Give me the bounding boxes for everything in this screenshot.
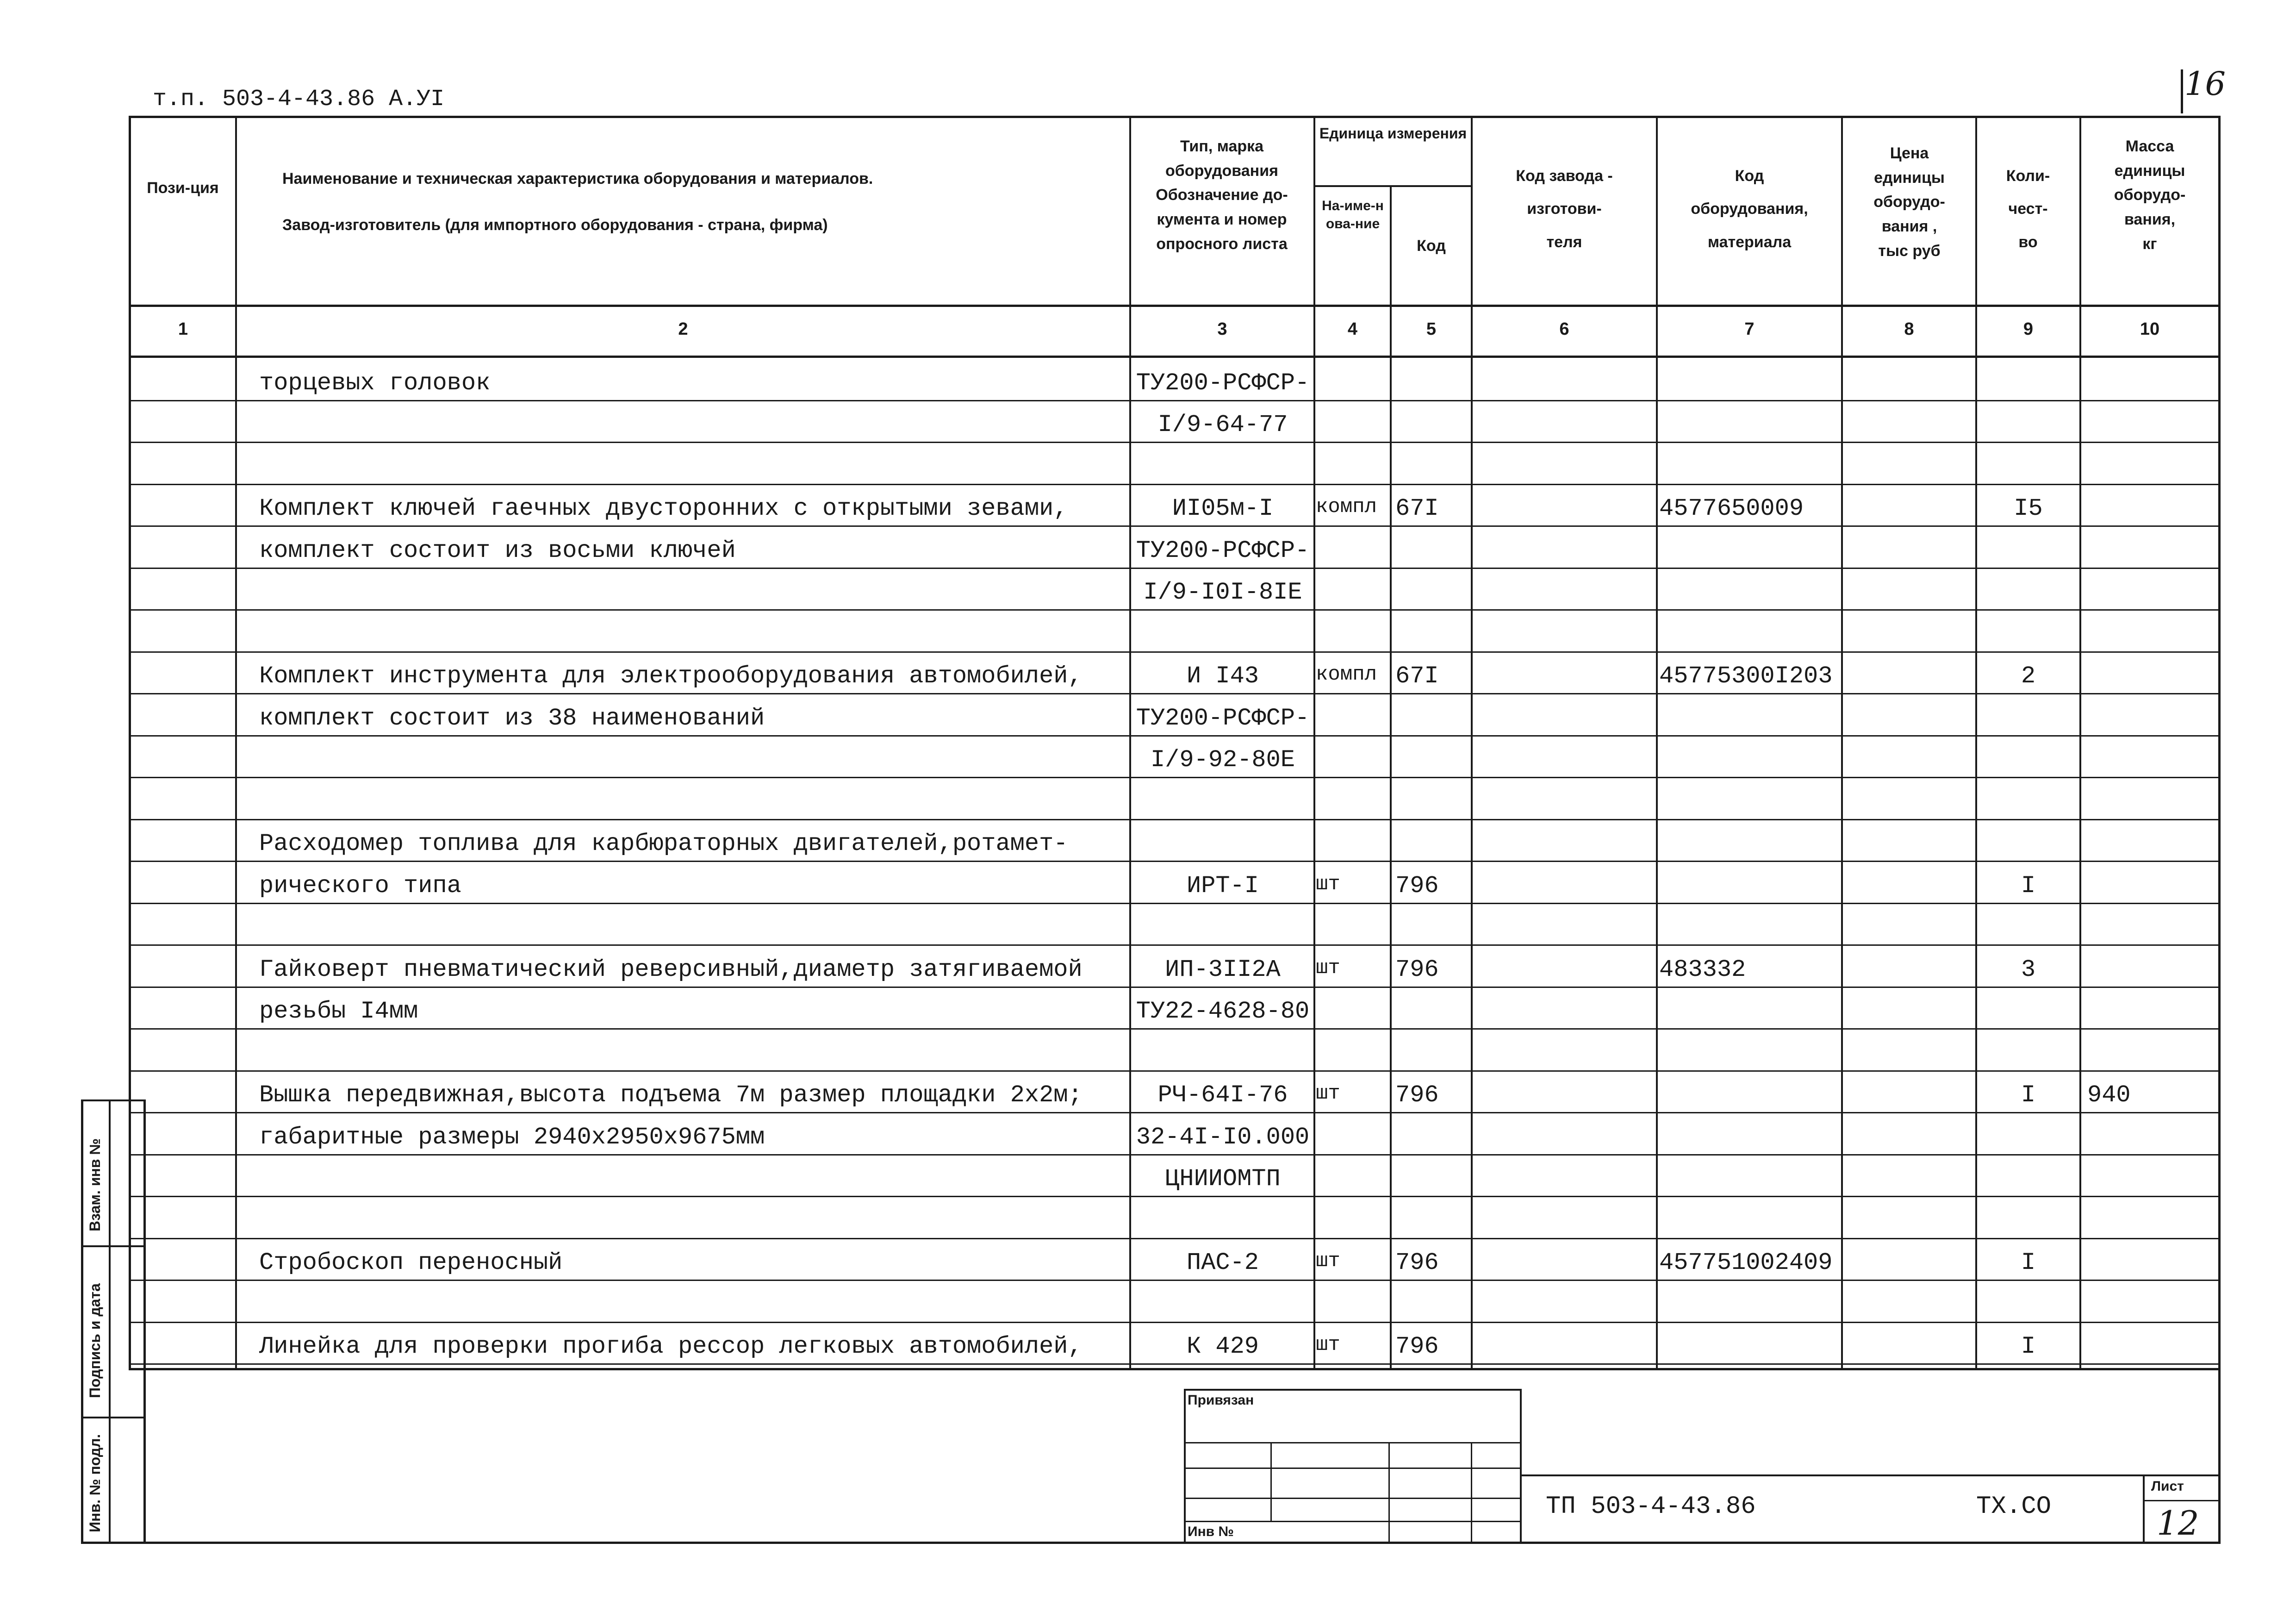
row-type: И I43 — [1186, 662, 1259, 690]
header-position: Пози-ция — [147, 179, 219, 197]
row-quantity: I5 — [2014, 495, 2043, 522]
column-number-5: 5 — [1426, 319, 1437, 339]
row-divider — [131, 1322, 2218, 1323]
row-unit-code: 796 — [1395, 1249, 1439, 1276]
title-doc-code: ТП 503-4-43.86 — [1546, 1493, 1756, 1521]
row-divider — [131, 1238, 2218, 1239]
row-name: Гайковерт пневматический реверсивный,диаметр затягиваемой — [259, 956, 1083, 983]
row-type: ИП-3II2А — [1165, 956, 1281, 983]
row-divider — [131, 1028, 2218, 1030]
row-quantity: I — [2021, 872, 2036, 899]
row-unit: шт — [1316, 1249, 1340, 1273]
row-divider — [131, 484, 2218, 485]
row-divider — [131, 568, 2218, 569]
row-name: Линейка для проверки прогиба рессор легковых автомобилей, — [259, 1333, 1083, 1360]
header-maker-code: Код завода - изготови- теля — [1516, 167, 1613, 251]
stamp-original-inv: Инв. № подл. — [87, 1434, 103, 1532]
header-price: Цена единицы оборудо- вания , тыс руб — [1873, 144, 1945, 260]
row-divider — [131, 819, 2218, 820]
row-divider — [131, 903, 2218, 904]
row-type: К 429 — [1186, 1333, 1259, 1360]
row-unit: компл — [1316, 495, 1377, 518]
row-name: Вышка передвижная,высота подъема 7м размер площадки 2х2м; — [259, 1081, 1083, 1109]
header-mass: Масса единицы оборудо- вания, кг — [2114, 137, 2186, 253]
column-number-10: 10 — [2140, 319, 2160, 339]
title-privyazan: Привязан — [1188, 1393, 1254, 1408]
row-divider — [131, 861, 2218, 862]
column-number-3: 3 — [1217, 319, 1227, 339]
row-unit-code: 796 — [1395, 956, 1439, 983]
title-sheet-label: Лист — [2151, 1479, 2184, 1494]
row-divider — [131, 1363, 2218, 1365]
stamp-signature-date: Подпись и дата — [87, 1283, 103, 1398]
row-name: комплект состоит из 38 наименований — [259, 705, 765, 732]
header-unit-code: Код — [1417, 237, 1446, 255]
row-unit: шт — [1316, 956, 1340, 980]
row-name: резьбы I4мм — [259, 998, 418, 1025]
column-number-6: 6 — [1559, 319, 1569, 339]
header-unit-group: Единица измерения — [1319, 125, 1467, 142]
row-type: ТУ22-4628-80 — [1136, 998, 1310, 1025]
row-quantity: 2 — [2021, 662, 2036, 690]
row-unit-code: 796 — [1395, 1081, 1439, 1109]
row-quantity: I — [2021, 1333, 2036, 1360]
row-name: Комплект инструмента для электрооборудования автомобилей, — [259, 662, 1083, 690]
row-unit: шт — [1316, 1333, 1340, 1356]
row-divider — [131, 944, 2218, 946]
header-name-line1: Наименование и техническая характеристика оборудования и материалов. — [282, 170, 873, 187]
row-name: Стробоскоп переносный — [259, 1249, 563, 1276]
header-type: Тип, марка оборудования Обозначение до- кумента и номер опросного листа — [1156, 137, 1288, 253]
row-unit-code: 796 — [1395, 1333, 1439, 1360]
title-inv-no: Инв № — [1188, 1524, 1234, 1539]
row-unit: шт — [1316, 1082, 1340, 1105]
row-unit-code: 67I — [1395, 662, 1439, 690]
row-divider — [131, 1070, 2218, 1072]
title-sheet-number: 12 — [2157, 1504, 2199, 1543]
row-type: ТУ200-РСФСР- — [1136, 537, 1310, 564]
row-divider — [131, 777, 2218, 778]
row-name: габаритные размеры 2940х2950х9675мм — [259, 1124, 765, 1151]
row-quantity: 3 — [2021, 956, 2036, 983]
row-equipment-code: 45775300I203 — [1659, 662, 1833, 690]
row-type: ЦНИИОМТП — [1165, 1165, 1281, 1193]
row-type: I/9-92-80Е — [1150, 746, 1295, 774]
column-number-4: 4 — [1347, 319, 1358, 339]
column-number-2: 2 — [678, 319, 688, 339]
header-equipment-code: Код оборудования, материала — [1691, 167, 1808, 251]
row-divider — [131, 1154, 2218, 1156]
row-equipment-code: 457751002409 — [1659, 1249, 1833, 1276]
row-divider — [131, 1112, 2218, 1113]
column-number-8: 8 — [1904, 319, 1914, 339]
row-unit: шт — [1316, 873, 1340, 896]
row-type: ПАС-2 — [1186, 1249, 1259, 1276]
row-unit: компл — [1316, 663, 1377, 686]
column-number-9: 9 — [2023, 319, 2034, 339]
row-type: ТУ200-РСФСР- — [1136, 369, 1310, 397]
title-mark: ТХ.СО — [1976, 1493, 2052, 1521]
row-mass: 940 — [2087, 1081, 2131, 1109]
handwritten-page-number: 16 — [2184, 65, 2226, 103]
row-name: Расходомер топлива для карбюраторных двигателей,ротамет- — [259, 830, 1068, 857]
row-divider — [131, 525, 2218, 527]
row-type: I/9-I0I-8IЕ — [1143, 579, 1302, 606]
row-type: ИI05м-I — [1172, 495, 1274, 522]
header-name-line2: Завод-изготовитель (для импортного оборудования - страна, фирма) — [282, 216, 828, 234]
document-reference: т.п. 503-4-43.86 А.УI — [153, 86, 445, 112]
header-unit-name: На-име-нова-ние — [1322, 198, 1384, 231]
stamp-replacement-inv: Взам. инв № — [87, 1138, 103, 1231]
row-name: торцевых головок — [259, 369, 491, 397]
row-type: ИРТ-I — [1186, 872, 1259, 899]
row-quantity: I — [2021, 1081, 2036, 1109]
row-type: ТУ200-РСФСР- — [1136, 705, 1310, 732]
row-quantity: I — [2021, 1249, 2036, 1276]
row-equipment-code: 4577650009 — [1659, 495, 1804, 522]
row-unit-code: 67I — [1395, 495, 1439, 522]
header-quantity: Коли- чест- во — [2006, 167, 2050, 251]
row-divider — [131, 651, 2218, 653]
row-divider — [131, 735, 2218, 737]
row-name: рического типа — [259, 872, 461, 899]
column-number-7: 7 — [1744, 319, 1755, 339]
row-divider — [131, 693, 2218, 694]
row-name: комплект состоит из восьми ключей — [259, 537, 736, 564]
row-divider — [131, 1196, 2218, 1197]
column-number-1: 1 — [178, 319, 188, 339]
row-divider — [131, 987, 2218, 988]
row-divider — [131, 400, 2218, 401]
row-unit-code: 796 — [1395, 872, 1439, 899]
row-type: 32-4I-I0.000 — [1136, 1124, 1310, 1151]
row-type: I/9-64-77 — [1157, 411, 1288, 438]
row-equipment-code: 483332 — [1659, 956, 1746, 983]
row-name: Комплект ключей гаечных двусторонних с открытыми зевами, — [259, 495, 1068, 522]
row-divider — [131, 1280, 2218, 1281]
row-divider — [131, 442, 2218, 443]
row-divider — [131, 609, 2218, 611]
row-type: РЧ-64I-76 — [1157, 1081, 1288, 1109]
